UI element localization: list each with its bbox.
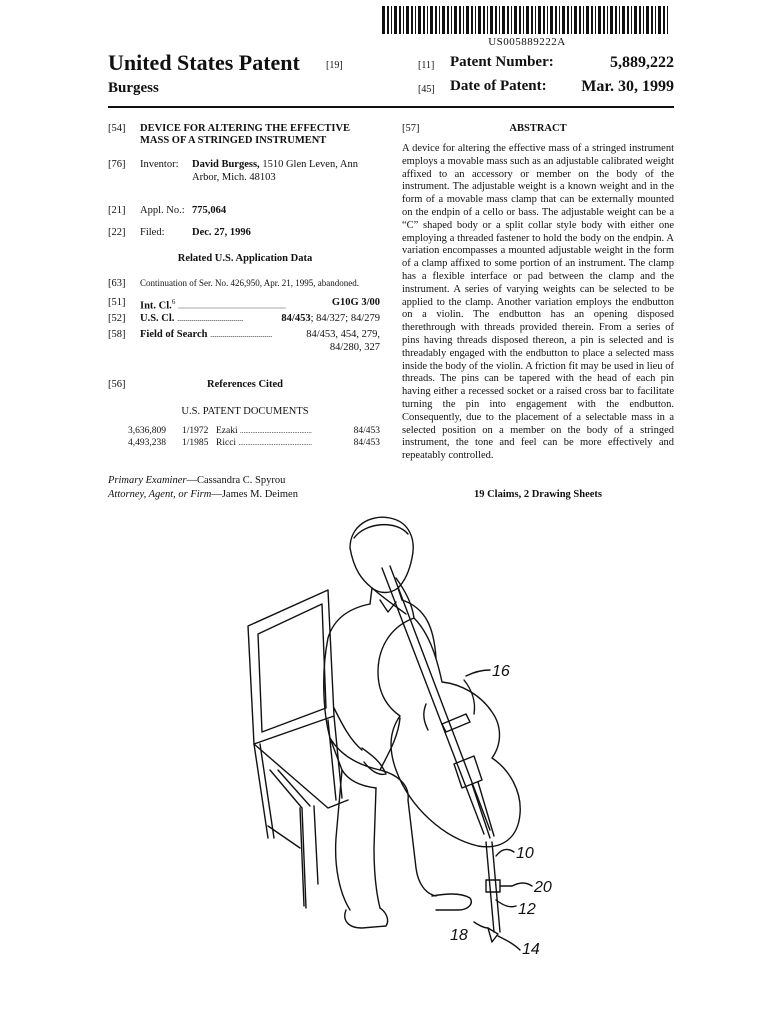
claims-summary: 19 Claims, 2 Drawing Sheets bbox=[473, 489, 603, 500]
barcode-bar bbox=[411, 6, 413, 34]
intcl-label: Int. Cl. bbox=[140, 300, 172, 312]
attorney-name: —James M. Deimen bbox=[211, 489, 298, 500]
barcode-bar bbox=[567, 6, 569, 34]
leader-line-12 bbox=[496, 900, 516, 907]
barcode-bar bbox=[571, 6, 572, 34]
barcode-bar bbox=[459, 6, 461, 34]
uscl-value: 84/453 bbox=[281, 313, 311, 324]
filed-date: Dec. 27, 1996 bbox=[192, 227, 251, 238]
barcode-bar bbox=[507, 6, 509, 34]
reference-dots: .......................................... bbox=[238, 439, 312, 447]
figure-label-20: 20 bbox=[534, 879, 552, 896]
date-code: [45] bbox=[418, 84, 435, 95]
barcode-bar bbox=[495, 6, 497, 34]
reference-class: 84/453 bbox=[353, 426, 380, 436]
barcode-bar bbox=[591, 6, 593, 34]
barcode-bar bbox=[562, 6, 565, 34]
references-code: [56] bbox=[108, 379, 126, 390]
barcode-bar bbox=[439, 6, 440, 34]
barcode-bar bbox=[423, 6, 425, 34]
leader-line-20 bbox=[512, 883, 532, 886]
barcode-bar bbox=[595, 6, 596, 34]
leader-line-18 bbox=[474, 922, 488, 928]
barcode-bar bbox=[663, 6, 665, 34]
reference-number: 4,493,238 bbox=[128, 438, 166, 448]
attorney-label: Attorney, Agent, or Firm bbox=[108, 489, 212, 500]
barcode-bar bbox=[603, 6, 605, 34]
inventor-name: David Burgess, bbox=[192, 159, 260, 170]
barcode-bar bbox=[658, 6, 661, 34]
barcode-bar bbox=[511, 6, 512, 34]
barcode-bar bbox=[579, 6, 581, 34]
barcode-bar bbox=[451, 6, 452, 34]
us-patent-documents-heading: U.S. PATENT DOCUMENTS bbox=[181, 406, 309, 417]
appl-label: Appl. No.: bbox=[140, 205, 185, 216]
barcode-bar bbox=[610, 6, 613, 34]
inventor-label: Inventor: bbox=[140, 159, 179, 170]
reference-class: 84/453 bbox=[353, 438, 380, 448]
date-label: Date of Patent: bbox=[450, 78, 547, 94]
reference-number: 3,636,809 bbox=[128, 426, 166, 436]
barcode-bar bbox=[615, 6, 617, 34]
leader-line-14 bbox=[498, 936, 520, 950]
barcode-bar bbox=[634, 6, 637, 34]
barcode-bar bbox=[502, 6, 505, 34]
patent-header-title: United States Patent bbox=[108, 50, 300, 75]
cello-drawing bbox=[378, 566, 520, 942]
appl-code: [21] bbox=[108, 205, 126, 216]
barcode-bar bbox=[519, 6, 521, 34]
intcl-code: [51] bbox=[108, 297, 126, 308]
references-heading: References Cited bbox=[207, 379, 283, 390]
reference-date: 1/1972 bbox=[182, 426, 209, 436]
barcode-bar bbox=[627, 6, 629, 34]
field-code: [58] bbox=[108, 329, 126, 340]
uscl-value-rest: ; 84/327; 84/279 bbox=[310, 313, 380, 324]
inventor-address2: Arbor, Mich. 48103 bbox=[192, 172, 276, 183]
barcode-bar bbox=[487, 6, 488, 34]
barcode-bar bbox=[583, 6, 584, 34]
examiner-label: Primary Examiner bbox=[108, 475, 187, 486]
barcode-bar bbox=[514, 6, 517, 34]
header-inventor: Burgess bbox=[108, 80, 159, 96]
patent-figure bbox=[230, 508, 560, 958]
field-label: Field of Search bbox=[140, 329, 208, 340]
filed-code: [22] bbox=[108, 227, 126, 238]
barcode-bar bbox=[442, 6, 445, 34]
uscl-code: [52] bbox=[108, 313, 126, 324]
appl-number: 775,064 bbox=[192, 205, 227, 216]
barcode-bar bbox=[631, 6, 632, 34]
reference-date: 1/1985 bbox=[182, 438, 209, 448]
barcode-bar bbox=[586, 6, 589, 34]
abstract-heading: ABSTRACT bbox=[509, 123, 567, 134]
barcode-bar bbox=[667, 6, 668, 34]
barcode-bar bbox=[447, 6, 449, 34]
barcode-bar bbox=[559, 6, 560, 34]
reference-row bbox=[128, 438, 166, 448]
reference-name: Ricci bbox=[216, 438, 237, 448]
header-title-code: [19] bbox=[326, 60, 343, 71]
patent-number: 5,889,222 bbox=[610, 54, 674, 71]
barcode-bar bbox=[454, 6, 457, 34]
barcode bbox=[382, 6, 672, 34]
barcode-bar bbox=[466, 6, 469, 34]
intcl-dots: ...................................................... bbox=[177, 301, 286, 311]
reference-name: Ezaki bbox=[216, 426, 238, 436]
abstract-text: A device for altering the effective mass of a stringed instrument employs a movable mass such as an adjustable calibrated weight affixed to an accessory or member on the body of the instrument. The adjustable weight is a known weight and in the form of a movable mass clamp that can be externally mounted on the endpin of a cello or bass. The adjustable weight can be a “C” shaped body or a split collar style body with either one employing a threaded fastener to hold the body on the endpin. A variation encompasses a mounted adjustable weight in the form of a clamp affixed to some portion of an instrument. The clamp has a flexible interface or pad between the clamp and the instrument. A series of varying weights can be selected to be applied to the clamp. Another variation employs the endbutton on a violin. The endbutton has an opening disposed therethrough with threads provided therein. From a series of pins having threads disposed thereon, a pin is selected and is threadably engaged with the endbutton to place a selected mass inside the body of the violin. A friction fit may be used in lieu of threads. The pins can be tapered with the head of each pin having either a recessed socket or a raised cross bar to facilitate turning the pin into engagement with the endbutton. Consequently, due to the placement of a selectable mass in a selected position on a member on the body of a stringed instrument, the tone and feel can be more effectively and repeatably controlled. bbox=[402, 143, 674, 462]
invention-title-line1: DEVICE FOR ALTERING THE EFFECTIVE bbox=[140, 123, 351, 134]
barcode-bar bbox=[619, 6, 620, 34]
figure-label-14: 14 bbox=[522, 941, 540, 958]
header-rule bbox=[108, 106, 674, 108]
barcode-bar bbox=[382, 6, 385, 34]
uscl-dots: ................................. bbox=[177, 314, 244, 323]
barcode-bar bbox=[643, 6, 644, 34]
barcode-bar bbox=[639, 6, 641, 34]
examiner-name: —Cassandra C. Spyrou bbox=[186, 475, 286, 486]
uscl-label: U.S. Cl. bbox=[140, 313, 175, 324]
barcode-bar bbox=[391, 6, 392, 34]
barcode-bar bbox=[607, 6, 608, 34]
barcode-bar bbox=[655, 6, 656, 34]
continuation-text: Continuation of Ser. No. 426,950, Apr. 21, 1995, abandoned. bbox=[140, 278, 359, 288]
patent-number-code: [11] bbox=[418, 60, 435, 71]
barcode-bar bbox=[535, 6, 536, 34]
barcode-bar bbox=[538, 6, 541, 34]
field-value-line2: 84/280, 327 bbox=[329, 342, 380, 353]
barcode-bar bbox=[415, 6, 416, 34]
chair-drawing bbox=[248, 590, 348, 908]
barcode-bar bbox=[435, 6, 437, 34]
field-value-line1: 84/453, 454, 279, bbox=[306, 329, 380, 340]
title-code: [54] bbox=[108, 123, 126, 134]
field-dots: ............................... bbox=[210, 330, 273, 339]
figure-label-18: 18 bbox=[450, 927, 468, 944]
patent-date: Mar. 30, 1999 bbox=[581, 78, 674, 95]
barcode-bar bbox=[646, 6, 649, 34]
invention-title-line2: MASS OF A STRINGED INSTRUMENT bbox=[140, 135, 327, 146]
barcode-bar bbox=[427, 6, 428, 34]
continuation-code: [63] bbox=[108, 278, 126, 289]
barcode-bar bbox=[574, 6, 577, 34]
barcode-bar bbox=[550, 6, 553, 34]
intcl-value: G10G 3/00 bbox=[331, 297, 380, 308]
leader-line-16 bbox=[466, 670, 490, 676]
barcode-bar bbox=[523, 6, 524, 34]
figure-label-10: 10 bbox=[516, 845, 534, 862]
barcode-bar bbox=[598, 6, 601, 34]
barcode-bar bbox=[394, 6, 397, 34]
reference-dots: ......................................... bbox=[240, 427, 312, 435]
leader-line-10 bbox=[496, 849, 514, 856]
barcode-bar bbox=[387, 6, 389, 34]
barcode-bar bbox=[463, 6, 464, 34]
figure-label-12: 12 bbox=[518, 901, 536, 918]
filed-label: Filed: bbox=[140, 227, 165, 238]
barcode-bar bbox=[430, 6, 433, 34]
barcode-bar bbox=[399, 6, 401, 34]
barcode-bar bbox=[475, 6, 476, 34]
barcode-bar bbox=[471, 6, 473, 34]
barcode-bar bbox=[499, 6, 500, 34]
inventor-address1: 1510 Glen Leven, Ann bbox=[262, 159, 358, 170]
related-heading: Related U.S. Application Data bbox=[177, 253, 313, 264]
barcode-bar bbox=[526, 6, 529, 34]
patent-number-label: Patent Number: bbox=[450, 54, 554, 70]
inventor-code: [76] bbox=[108, 159, 126, 170]
barcode-bar bbox=[531, 6, 533, 34]
reference-row bbox=[128, 426, 166, 436]
barcode-bar bbox=[547, 6, 548, 34]
barcode-bar bbox=[622, 6, 625, 34]
figure-label-16: 16 bbox=[492, 663, 510, 680]
barcode-bar bbox=[543, 6, 545, 34]
barcode-bar bbox=[490, 6, 493, 34]
barcode-bar bbox=[478, 6, 481, 34]
barcode-number: US005889222A bbox=[488, 36, 566, 48]
barcode-bar bbox=[483, 6, 485, 34]
abstract-code: [57] bbox=[402, 123, 420, 134]
barcode-bar bbox=[651, 6, 653, 34]
barcode-bar bbox=[418, 6, 421, 34]
intcl-superscript: 6 bbox=[171, 298, 176, 306]
barcode-bar bbox=[403, 6, 404, 34]
barcode-bar bbox=[406, 6, 409, 34]
barcode-bar bbox=[555, 6, 557, 34]
